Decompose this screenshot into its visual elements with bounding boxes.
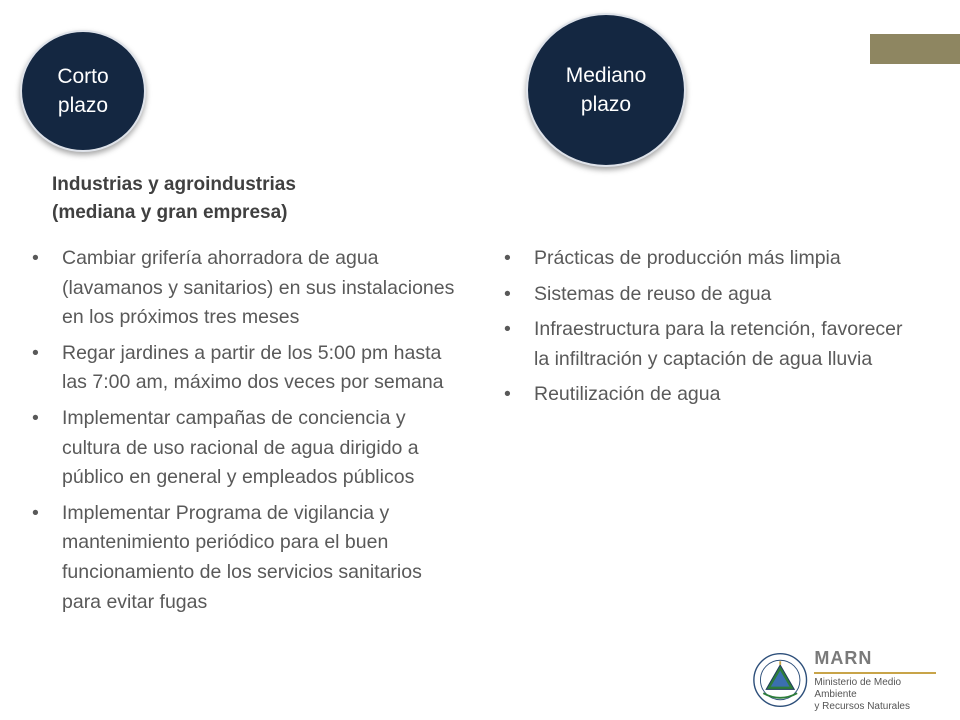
section-title: Industrias y agroindustrias (mediana y gran empresa) <box>52 174 296 223</box>
list-item: • Cambiar grifería ahorradora de agua (lavamanos y sanitarios) en sus instalaciones en los próximos tres meses <box>30 244 462 333</box>
list-item: • Implementar Programa de vigilancia y mantenimiento periódico para el buen funcionamiento de los servicios sanitarios para evitar fugas <box>30 499 462 617</box>
logo-subtitle: Ministerio de Medio Ambiente y Recursos Naturales <box>814 676 910 712</box>
el-salvador-coat-of-arms-icon <box>752 651 808 709</box>
medium-term-circle <box>526 13 686 167</box>
marn-logo <box>752 648 942 712</box>
list-item: • Sistemas de reuso de agua <box>502 280 912 310</box>
short-term-list <box>30 244 462 623</box>
medium-term-list <box>502 244 912 416</box>
accent-bar <box>870 34 960 64</box>
medium-term-label: Mediano plazo <box>565 64 647 116</box>
list-item: • Reutilización de agua <box>502 380 912 410</box>
short-term-label: Corto plazo <box>57 65 109 117</box>
short-term-circle <box>20 30 146 152</box>
list-item: • Regar jardines a partir de los 5:00 pm hasta las 7:00 am, máximo dos veces por semana <box>30 339 462 398</box>
logo-brand: MARN <box>814 648 936 674</box>
list-item: • Infraestructura para la retención, favorecer la infiltración y captación de agua lluvia <box>502 315 912 374</box>
list-item: • Prácticas de producción más limpia <box>502 244 912 274</box>
list-item: • Implementar campañas de conciencia y cultura de uso racional de agua dirigido a público en general y empleados públicos <box>30 404 462 493</box>
